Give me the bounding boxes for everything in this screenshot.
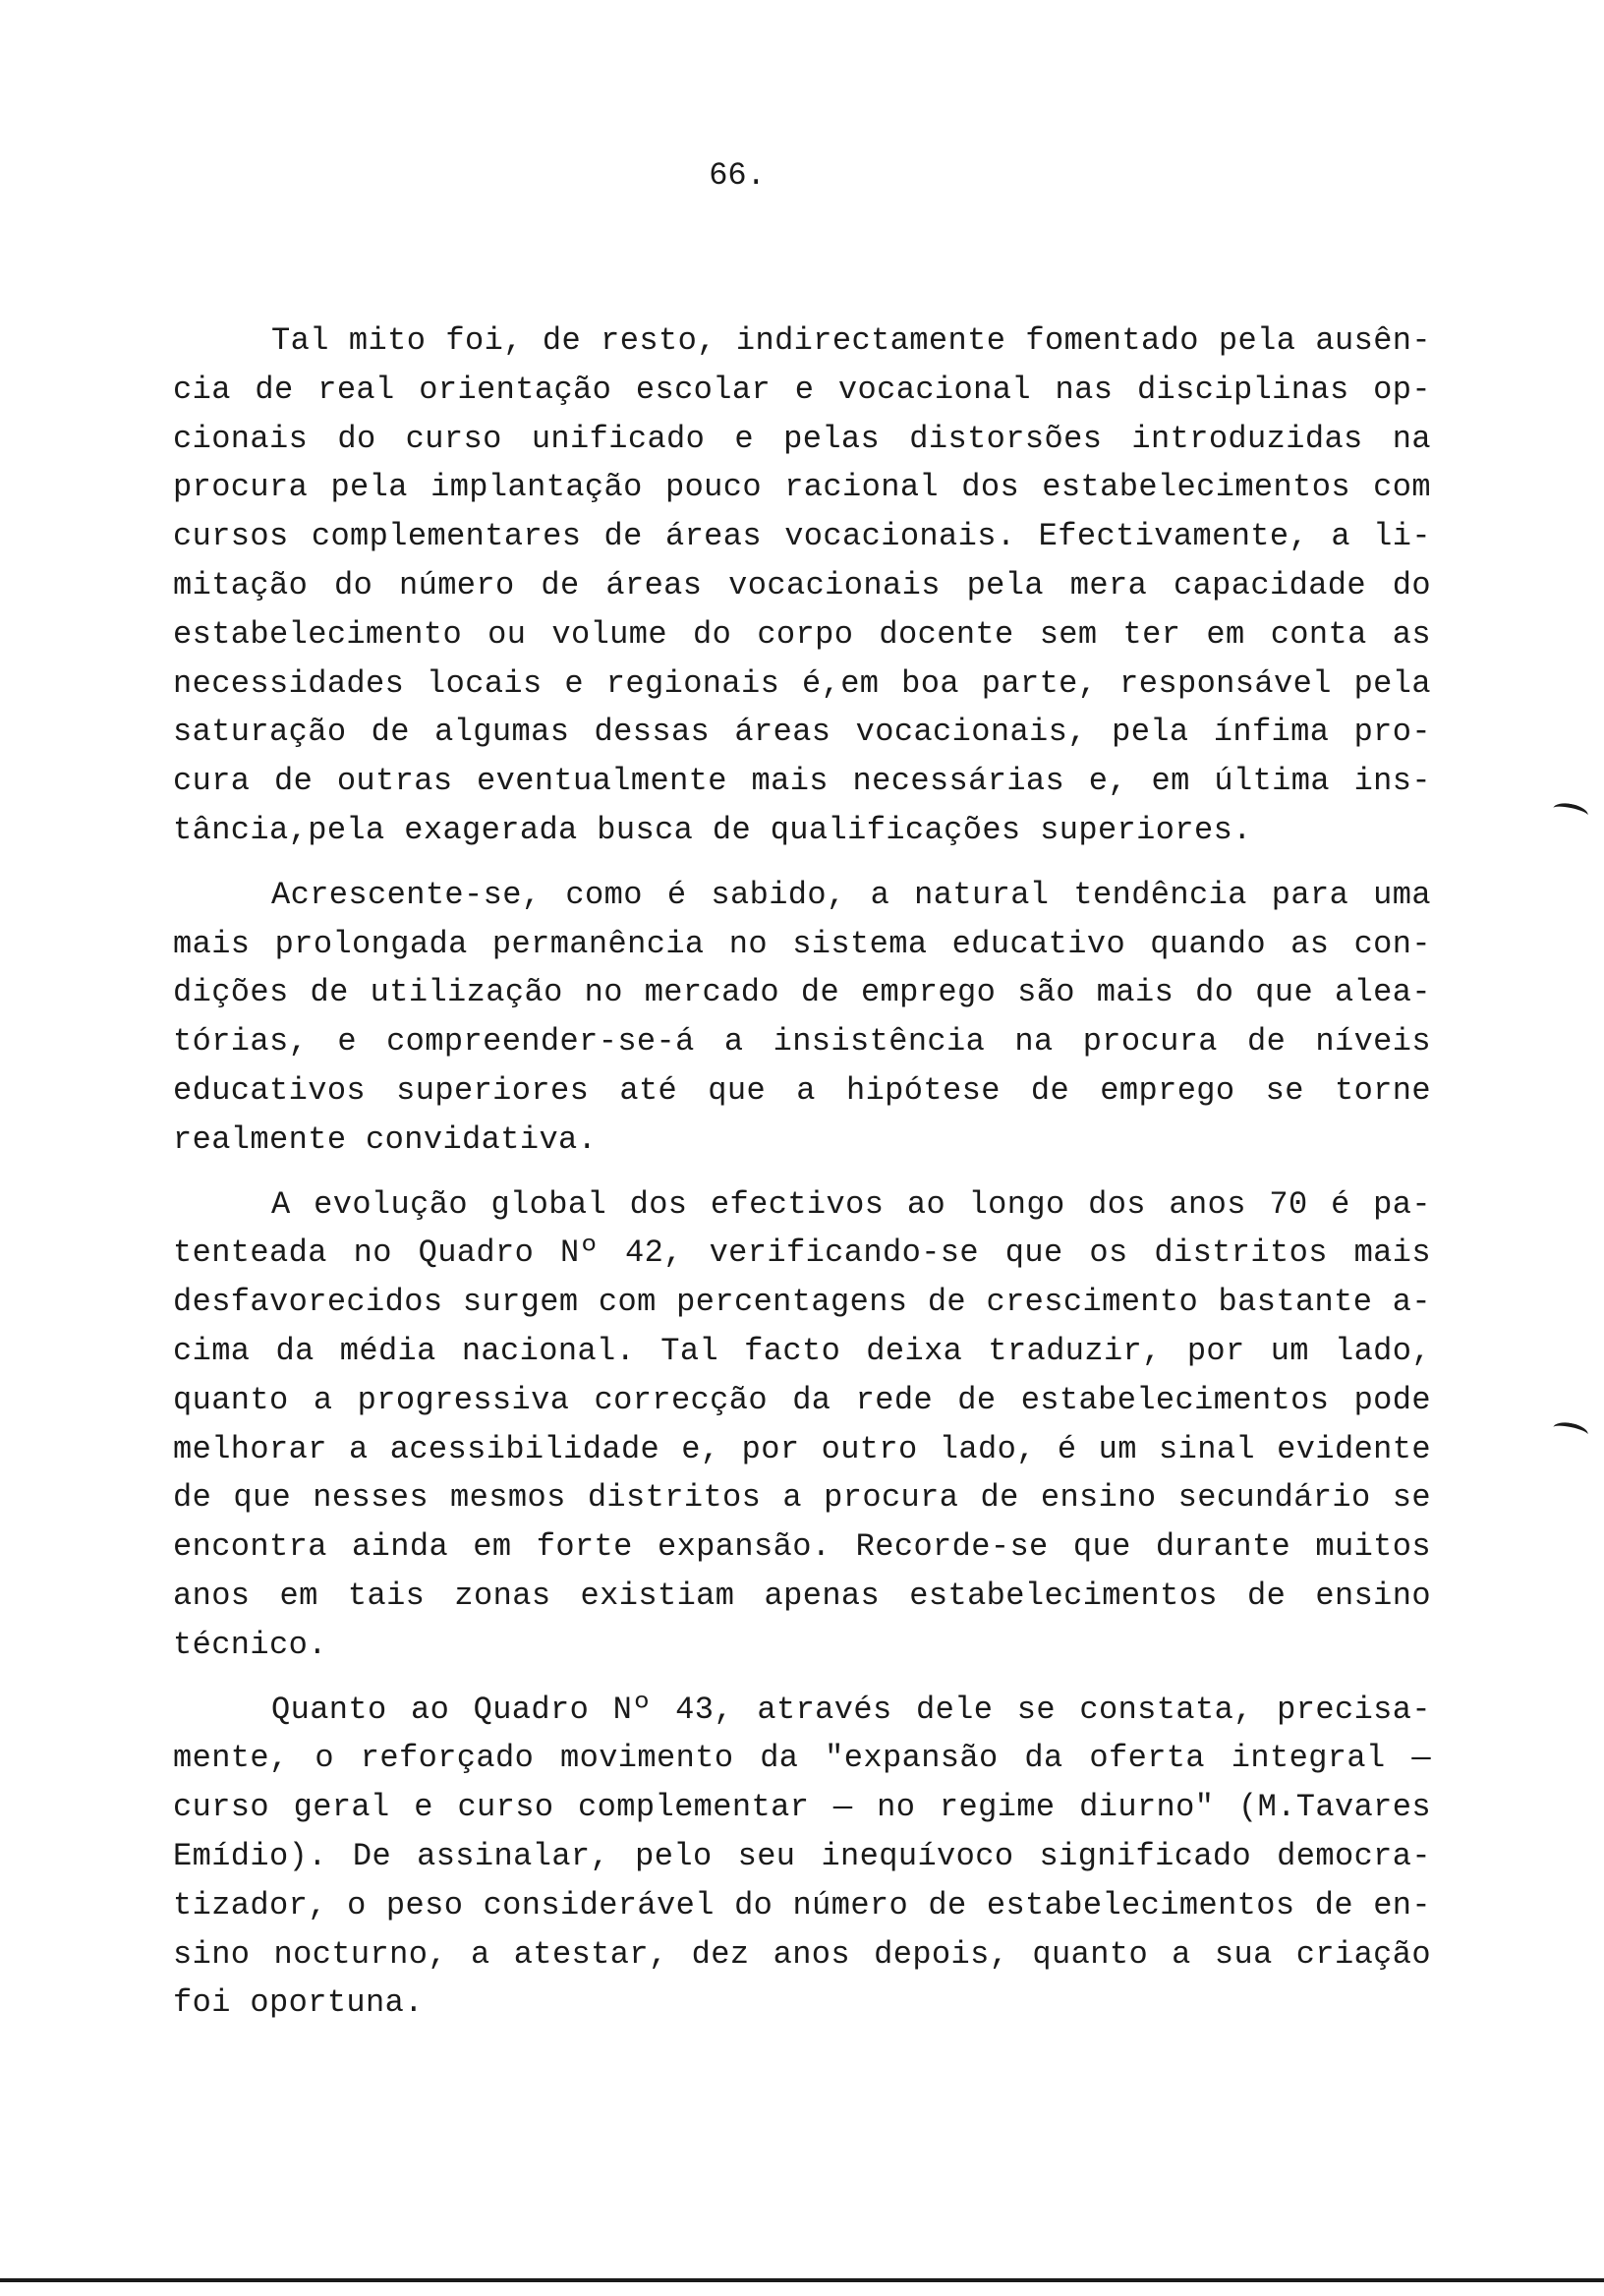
text-line: mais prolongada permanência no sistema educativo quando as con- (173, 925, 1431, 962)
text-line: tância,pela exagerada busca de qualificações superiores. (173, 811, 1252, 848)
text-line: quanto a progressiva correcção da rede de estabelecimentos pode (173, 1381, 1431, 1418)
paragraph-1 (173, 316, 1431, 855)
text-line: cursos complementares de áreas vocacionais. Efectivamente, a li- (173, 518, 1431, 555)
text-line: anos em tais zonas existiam apenas estabelecimentos de ensino (173, 1577, 1431, 1614)
bottom-rule (0, 2278, 1604, 2282)
text-line: tizador, o peso considerável do número de estabelecimentos de en- (173, 1886, 1431, 1923)
text-line: Acrescente-se, como é sabido, a natural tendência para uma (271, 876, 1431, 913)
text-line: estabelecimento ou volume do corpo docente sem ter em conta as (173, 615, 1431, 653)
text-line: curso geral e curso complementar — no regime diurno" (M.Tavares (173, 1789, 1431, 1826)
text-line: cima da média nacional. Tal facto deixa traduzir, por um lado, (173, 1332, 1431, 1369)
text-line: mente, o reforçado movimento da "expansão da oferta integral — (173, 1740, 1431, 1777)
text-line: encontra ainda em forte expansão. Recorde-se que durante muitos (173, 1528, 1431, 1566)
text-line: foi oportuna. (173, 1984, 424, 2022)
text-line: educativos superiores até que a hipótese de emprego se torne (173, 1071, 1431, 1109)
text-line: Tal mito foi, de resto, indirectamente fomentado pela ausên- (271, 322, 1431, 359)
text-line: de que nesses mesmos distritos a procura de ensino secundário se (173, 1479, 1431, 1517)
text-line: saturação de algumas dessas áreas vocacionais, pela ínfima pro- (173, 714, 1431, 751)
text-line: realmente convidativa. (173, 1120, 598, 1158)
margin-scan-mark (1552, 800, 1590, 823)
page-number: 66. (709, 157, 766, 194)
paragraph-4 (173, 1686, 1431, 2029)
text-line: técnico. (173, 1626, 327, 1663)
text-line: procura pela implantação pouco racional dos estabelecimentos com (173, 469, 1431, 506)
text-line: Quanto ao Quadro Nº 43, através dele se constata, precisa- (271, 1691, 1431, 1728)
text-line: desfavorecidos surgem com percentagens de crescimento bastante a- (173, 1284, 1431, 1321)
text-line: melhorar a acessibilidade e, por outro lado, é um sinal evidente (173, 1430, 1431, 1467)
text-line: necessidades locais e regionais é,em boa parte, responsável pela (173, 664, 1431, 702)
text-line: A evolução global dos efectivos ao longo dos anos 70 é pa- (271, 1185, 1431, 1223)
text-line: sino nocturno, a atestar, dez anos depois, quanto a sua criação (173, 1935, 1431, 1973)
text-line: cionais do curso unificado e pelas distorsões introduzidas na (173, 420, 1431, 457)
text-line: Emídio). De assinalar, pelo seu inequívoco significado democra- (173, 1837, 1431, 1874)
paragraph-3 (173, 1180, 1431, 1670)
paragraph-2 (173, 871, 1431, 1165)
margin-scan-mark (1552, 1419, 1590, 1442)
document-body (173, 316, 1431, 2043)
text-line: tenteada no Quadro Nº 42, verificando-se que os distritos mais (173, 1234, 1431, 1272)
text-line: cura de outras eventualmente mais necessárias e, em última ins- (173, 763, 1431, 800)
text-line: dições de utilização no mercado de emprego são mais do que alea- (173, 974, 1431, 1011)
text-line: tórias, e compreender-se-á a insistência na procura de níveis (173, 1023, 1431, 1061)
text-line: cia de real orientação escolar e vocacional nas disciplinas op- (173, 371, 1431, 408)
text-line: mitação do número de áreas vocacionais pela mera capacidade do (173, 566, 1431, 603)
